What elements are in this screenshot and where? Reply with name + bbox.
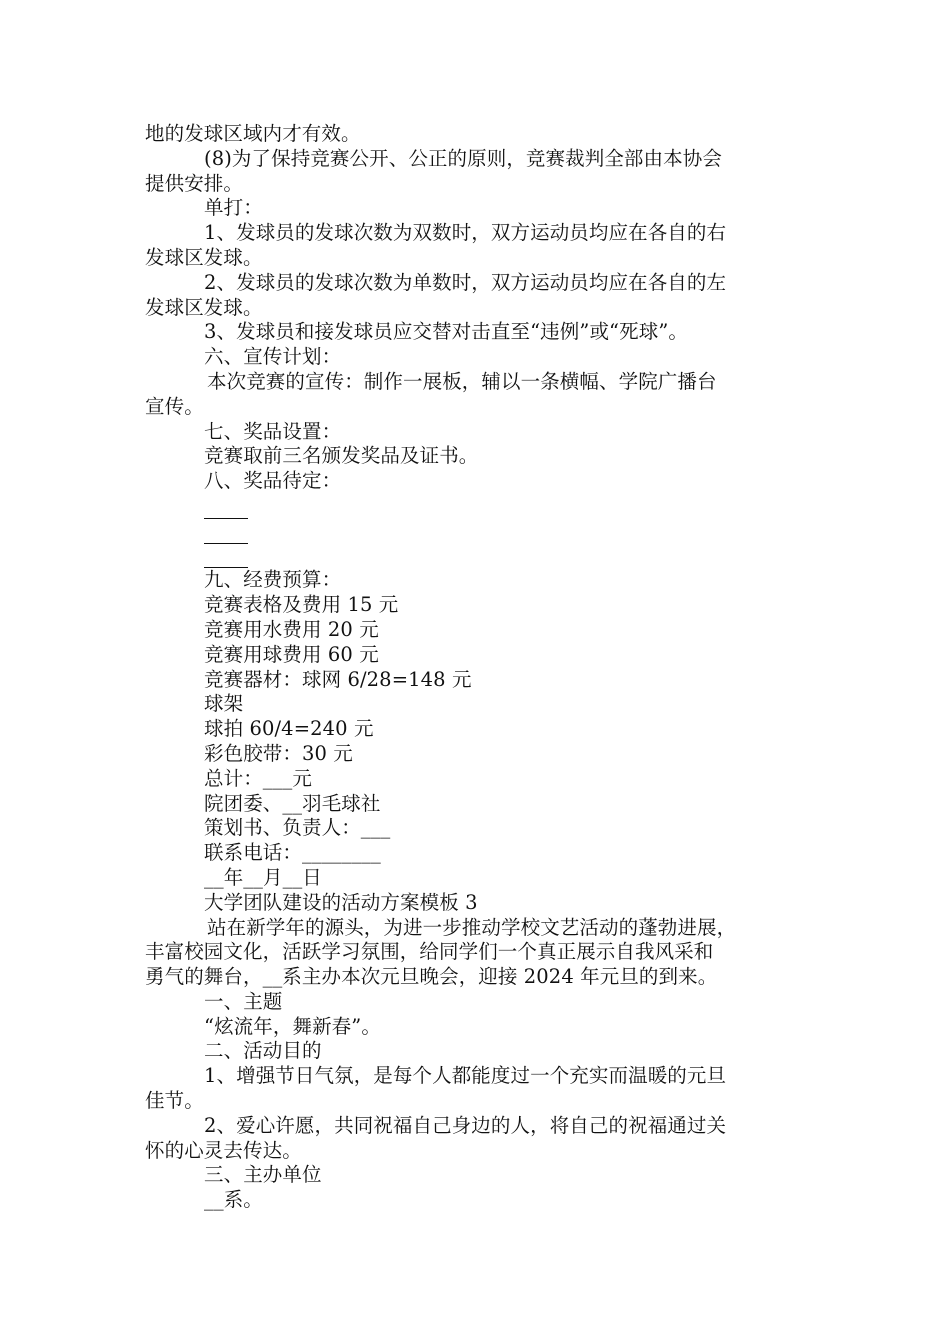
text-line: 三、主办单位 — [204, 1163, 322, 1187]
text-line: 一、主题 — [204, 989, 283, 1013]
blank-fill-line — [145, 494, 810, 519]
text-line: 竞赛用水费用 20 元 — [204, 617, 379, 641]
text-line: 丰富校园文化，活跃学习氛围，给同学们一个真正展示自我风采和 — [145, 940, 714, 964]
text-line: 发球区发球。 — [145, 295, 263, 319]
text-line: 九、经费预算： — [204, 568, 342, 592]
text-line: 1、发球员的发球次数为双数时，双方运动员均应在各自的右 — [204, 221, 727, 245]
text-line: 球拍 60/4=240 元 — [204, 717, 374, 741]
text-line: 怀的心灵去传达。 — [145, 1138, 302, 1162]
text-line: 勇气的舞台，__系主办本次元旦晚会，迎接 2024 年元旦的到来。 — [145, 965, 718, 989]
blank-fill-line — [145, 519, 810, 544]
text-line: (8)为了保持竞赛公开、公正的原则，竞赛裁判全部由本协会 — [204, 146, 722, 170]
text-line: 宣传。 — [145, 394, 204, 418]
document-body — [145, 122, 810, 1213]
text-line: 地的发球区域内才有效。 — [145, 122, 361, 145]
text-line: “炫流年，舞新春”。 — [204, 1014, 381, 1038]
text-line: 彩色胶带：30 元 — [204, 741, 353, 765]
blank-underline — [204, 500, 248, 519]
text-line: 竞赛表格及费用 15 元 — [204, 593, 399, 617]
text-line: 联系电话：________ — [204, 841, 381, 865]
text-line: 八、奖品待定： — [204, 469, 342, 493]
text-line: 六、宣传计划： — [204, 345, 342, 369]
text-line: 单打： — [204, 196, 263, 220]
text-line: 大学团队建设的活动方案模板 3 — [204, 890, 478, 914]
text-line: 总计：___元 — [204, 766, 312, 790]
text-line: 策划书、负责人：___ — [204, 816, 391, 840]
text-line: 竞赛取前三名颁发奖品及证书。 — [204, 444, 479, 468]
text-line: 佳节。 — [145, 1089, 204, 1113]
text-line: 二、活动目的 — [204, 1039, 322, 1063]
text-line: 3、发球员和接发球员应交替对击直至“违例”或“死球”。 — [204, 320, 688, 344]
text-line: 2、爱心许愿，共同祝福自己身边的人，将自己的祝福通过关 — [204, 1113, 727, 1137]
text-line: __年__月__日 — [204, 865, 322, 889]
text-line: 院团委、__羽毛球社 — [204, 791, 381, 815]
text-line: 竞赛用球费用 60 元 — [204, 642, 379, 666]
text-line: 2、发球员的发球次数为单数时，双方运动员均应在各自的左 — [204, 270, 727, 294]
text-line: 七、奖品设置： — [204, 419, 342, 443]
text-line: __系。 — [204, 1188, 263, 1212]
text-line: 站在新学年的源头，为进一步推动学校文艺活动的蓬勃进展， — [207, 915, 737, 939]
text-line: 竞赛器材：球网 6/28=148 元 — [204, 667, 472, 691]
blank-underline — [204, 525, 248, 544]
text-line: 1、增强节日气氛，是每个人都能度过一个充实而温暖的元旦 — [204, 1064, 727, 1088]
text-line: 提供安排。 — [145, 171, 244, 195]
text-line: 球架 — [204, 692, 244, 716]
text-line: 发球区发球。 — [145, 245, 263, 269]
blank-fill-line — [145, 544, 810, 569]
blank-underline — [204, 549, 248, 568]
text-line: 本次竞赛的宣传：制作一展板，辅以一条横幅、学院广播台 — [207, 369, 717, 393]
